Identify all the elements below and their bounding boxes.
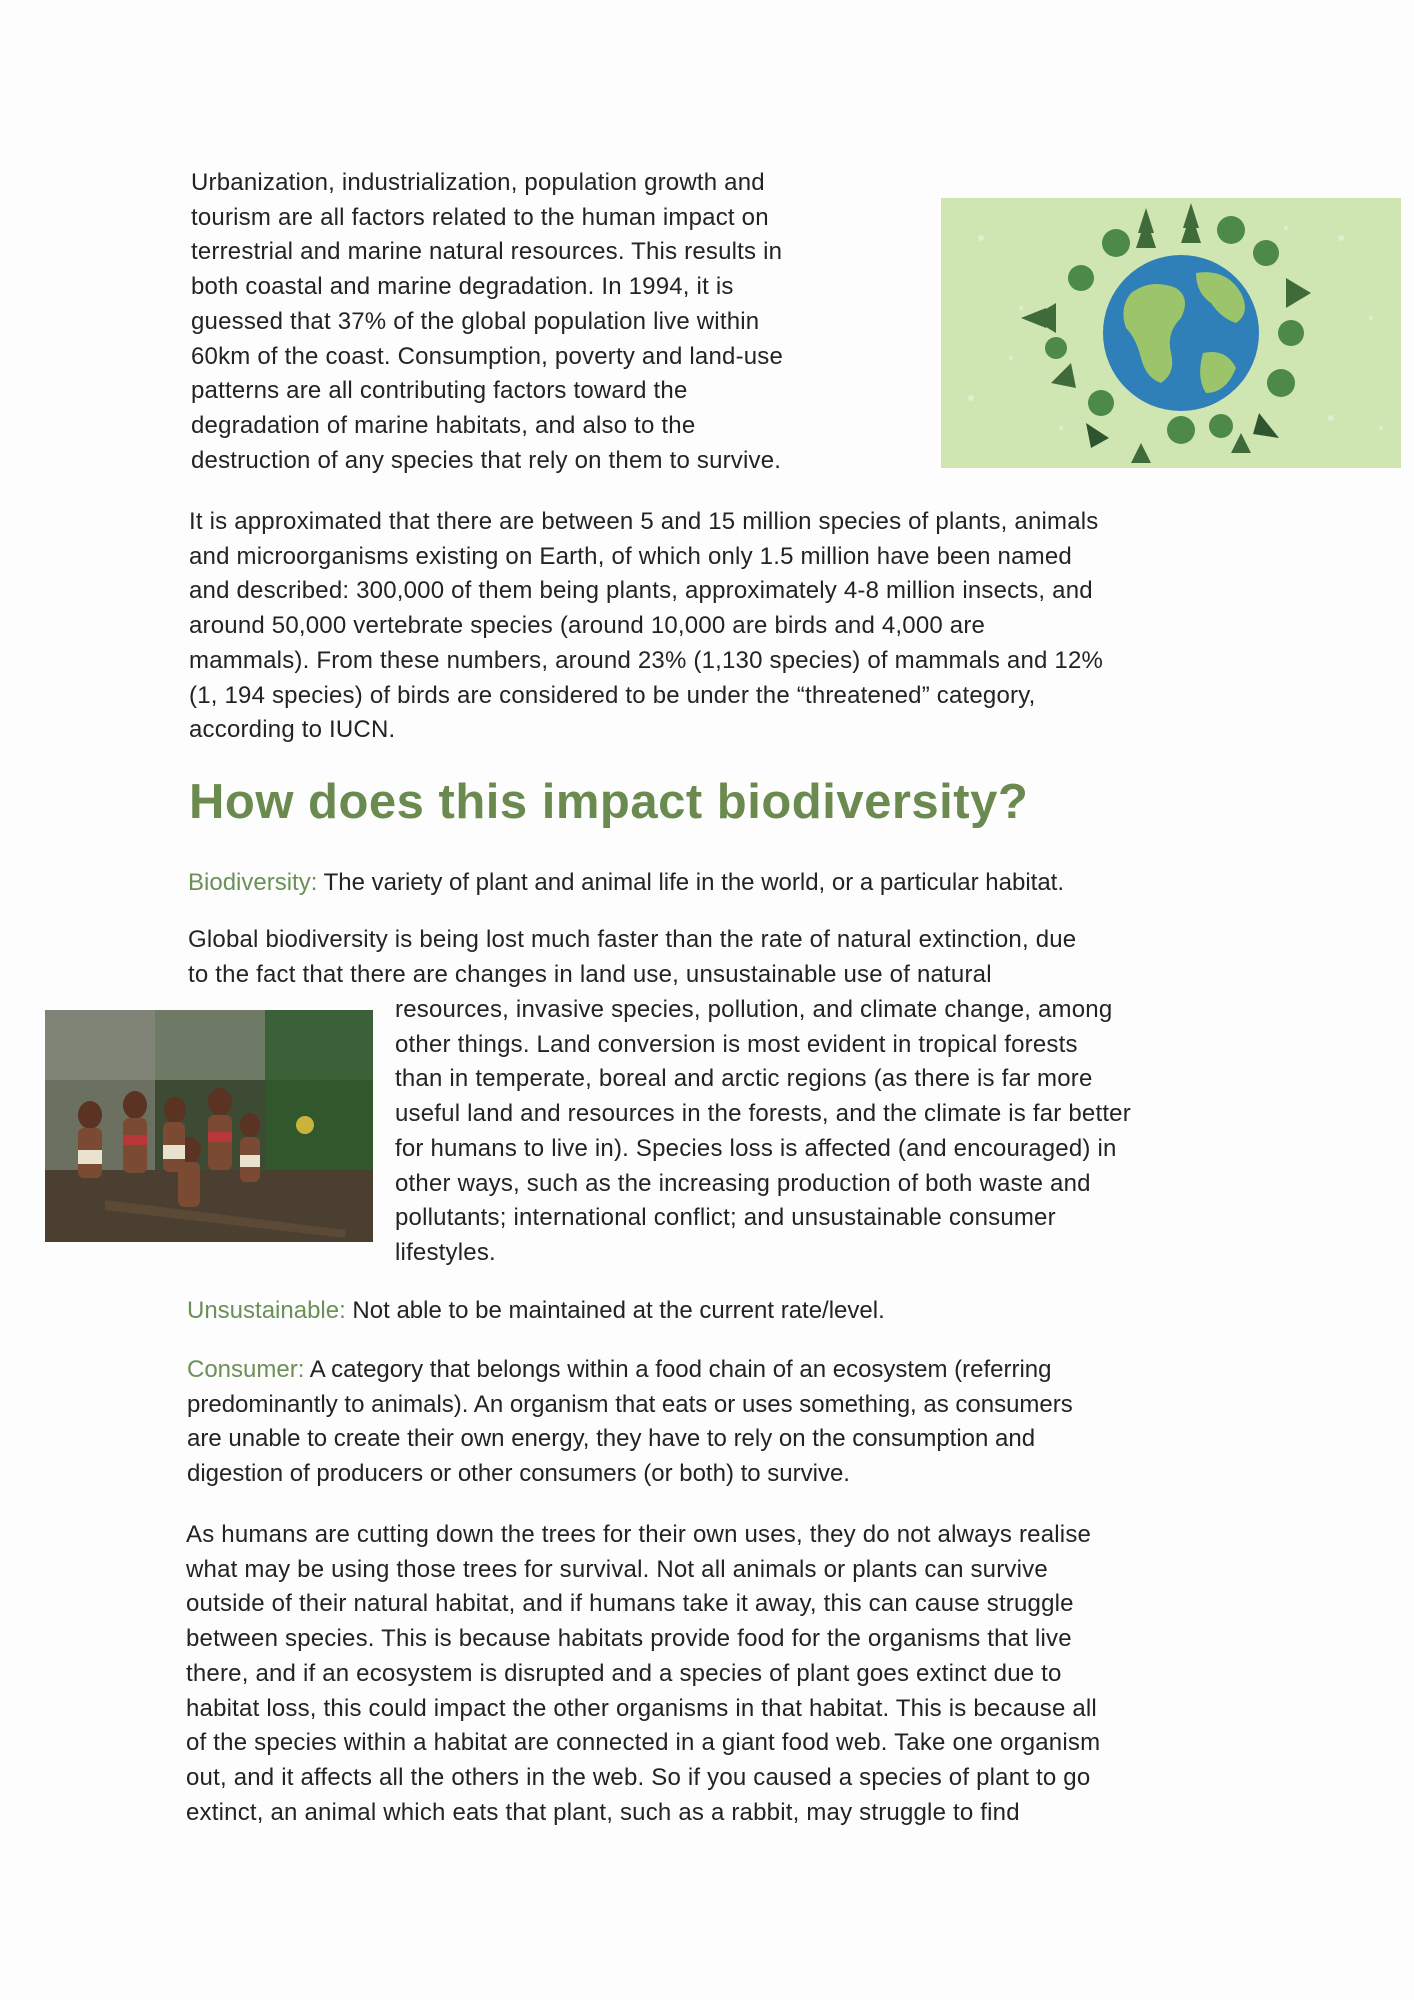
species-line: and described: 300,000 of them being plants, approximately 4-8 million insects, and <box>189 577 1093 605</box>
trees-line: outside of their natural habitat, and if humans take it away, this can cause struggle <box>186 1590 1074 1618</box>
consumer-first-line <box>187 1353 1297 1388</box>
unsustainable-definition <box>187 1294 1287 1329</box>
intro-line: 60km of the coast. Consumption, poverty and land-use <box>191 342 784 370</box>
global-line: useful land and resources in the forests, and the climate is far better <box>395 1100 1131 1128</box>
species-line: around 50,000 vertebrate species (around 10,000 are birds and 4,000 are <box>189 612 986 640</box>
global-paragraph-wrap <box>395 993 1295 1271</box>
definition-text: A category that belongs within a food chain of an ecosystem (referring <box>304 1356 1052 1383</box>
trees-line: there, and if an ecosystem is disrupted and a species of plant goes extinct due to <box>186 1659 1062 1687</box>
trees-line: of the species within a habitat are connected in a giant food web. Take one organism <box>186 1729 1101 1757</box>
global-line: to the fact that there are changes in land use, unsustainable use of natural <box>188 960 992 988</box>
definition-text: The variety of plant and animal life in the world, or a particular habitat. <box>317 869 1064 896</box>
global-line: pollutants; international conflict; and unsustainable consumer <box>395 1204 1056 1232</box>
global-line: Global biodiversity is being lost much faster than the rate of natural extinction, due <box>188 926 1077 953</box>
globe-illustration <box>941 198 1401 468</box>
definition-term: Unsustainable: <box>187 1297 346 1324</box>
global-paragraph-top <box>188 923 1288 992</box>
consumer-line: digestion of producers or other consumers (or both) to survive. <box>187 1460 850 1488</box>
global-line: than in temperate, boreal and arctic regions (as there is far more <box>395 1065 1093 1093</box>
intro-line: terrestrial and marine natural resources. This results in <box>191 238 783 266</box>
intro-line: degradation of marine habitats, and also to the <box>191 411 696 439</box>
trees-line: between species. This is because habitats provide food for the organisms that live <box>186 1625 1072 1653</box>
intro-line: tourism are all factors related to the human impact on <box>191 203 769 231</box>
global-line: for humans to live in). Species loss is affected (and encouraged) in <box>395 1134 1117 1162</box>
indigenous-photo <box>45 1010 373 1242</box>
intro-paragraph <box>191 166 911 478</box>
trees-line: extinct, an animal which eats that plant, such as a rabbit, may struggle to find <box>186 1798 1020 1826</box>
trees-line: As humans are cutting down the trees for their own uses, they do not always realise <box>186 1521 1092 1548</box>
species-line: (1, 194 species) of birds are considered to be under the “threatened” category, <box>189 681 1036 709</box>
global-line: other things. Land conversion is most evident in tropical forests <box>395 1030 1078 1058</box>
earth-trees-icon <box>941 198 1401 468</box>
species-line: It is approximated that there are between 5 and 15 million species of plants, animals <box>189 508 1099 535</box>
definition-text: Not able to be maintained at the current rate/level. <box>345 1297 885 1324</box>
species-line: mammals). From these numbers, around 23% (1,130 species) of mammals and 12% <box>189 646 1104 674</box>
trees-line: what may be using those trees for survival. Not all animals or plants can survive <box>186 1555 1048 1583</box>
intro-line: both coastal and marine degradation. In 1994, it is <box>191 273 734 301</box>
section-heading: How does this impact biodiversity? <box>189 775 1029 829</box>
species-paragraph <box>189 505 1269 748</box>
definition-term: Biodiversity: <box>188 869 318 896</box>
intro-line: guessed that 37% of the global population live within <box>191 307 760 335</box>
species-line: according to IUCN. <box>189 716 396 744</box>
species-line: and microorganisms existing on Earth, of which only 1.5 million have been named <box>189 542 1072 570</box>
consumer-line: predominantly to animals). An organism that eats or uses something, as consumers <box>187 1390 1073 1418</box>
definition-term: Consumer: <box>187 1356 305 1383</box>
intro-line: Urbanization, industrialization, population growth and <box>191 169 765 196</box>
biodiversity-definition <box>188 866 1338 901</box>
trees-line: out, and it affects all the others in the web. So if you caused a species of plant to go <box>186 1763 1091 1791</box>
trees-line: habitat loss, this could impact the other organisms in that habitat. This is because all <box>186 1694 1097 1722</box>
global-line: other ways, such as the increasing production of both waste and <box>395 1169 1091 1197</box>
intro-line: destruction of any species that rely on them to survive. <box>191 446 782 474</box>
global-line: resources, invasive species, pollution, and climate change, among <box>395 996 1113 1023</box>
global-line: lifestyles. <box>395 1238 496 1266</box>
consumer-definition <box>187 1353 1297 1492</box>
people-forest-photo-icon <box>45 1010 373 1242</box>
trees-paragraph <box>186 1518 1306 1830</box>
intro-line: patterns are all contributing factors toward the <box>191 377 688 405</box>
consumer-line: are unable to create their own energy, they have to rely on the consumption and <box>187 1425 1036 1453</box>
